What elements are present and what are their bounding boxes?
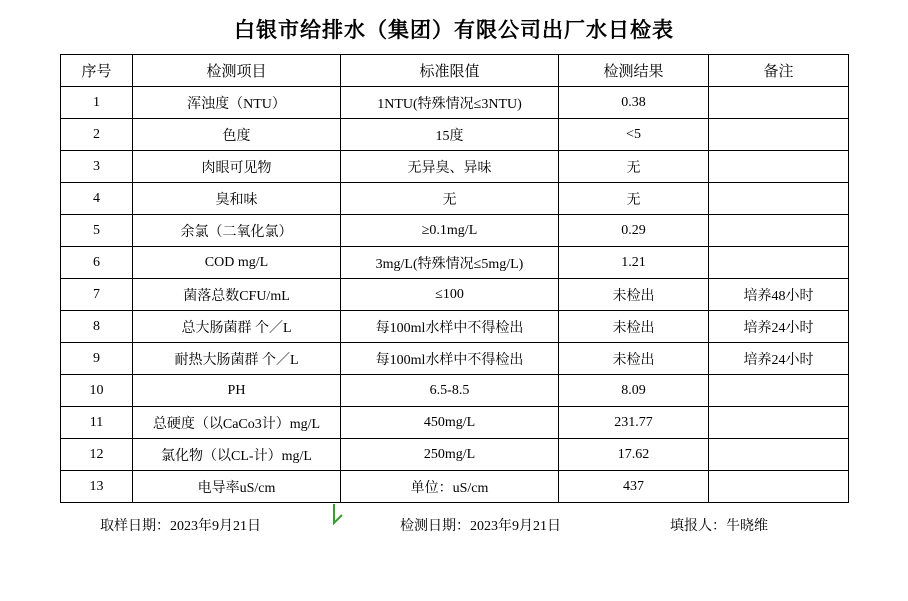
row-remark [709,407,849,439]
row-limit: ≤100 [341,279,559,311]
column-header-remark: 备注 [709,55,849,87]
row-limit: 单位：uS/cm [341,471,559,503]
page-title: 白银市给排水（集团）有限公司出厂水日检表 [234,18,674,42]
row-remark [709,87,849,119]
column-header-result: 检测结果 [559,55,709,87]
row-no: 4 [61,183,133,215]
row-result: 17.62 [559,439,709,471]
table-row [61,375,849,407]
row-limit: 450mg/L [341,407,559,439]
row-result: 437 [559,471,709,503]
row-result: <5 [559,119,709,151]
row-item: 色度 [133,119,341,151]
table-header-row [61,55,849,87]
row-remark [709,439,849,471]
table-row [61,119,849,151]
row-result: 无 [559,151,709,183]
row-limit: 无异臭、异味 [341,151,559,183]
row-limit: ≥0.1mg/L [341,215,559,247]
row-remark [709,215,849,247]
column-header-item: 检测项目 [133,55,341,87]
table-header [61,55,849,87]
row-result: 8.09 [559,375,709,407]
row-remark: 培养24小时 [709,343,849,375]
row-remark [709,119,849,151]
table-row [61,439,849,471]
row-no: 7 [61,279,133,311]
row-result: 未检出 [559,279,709,311]
row-no: 5 [61,215,133,247]
row-item: PH [133,375,341,407]
row-no: 11 [61,407,133,439]
row-item: 臭和味 [133,183,341,215]
table-row [61,343,849,375]
row-no: 1 [61,87,133,119]
row-item: 浑浊度（NTU） [133,87,341,119]
row-item: 肉眼可见物 [133,151,341,183]
row-result: 0.38 [559,87,709,119]
row-result: 1.21 [559,247,709,279]
row-item: 耐热大肠菌群 个／L [133,343,341,375]
row-remark [709,151,849,183]
row-item: COD mg/L [133,247,341,279]
row-remark [709,183,849,215]
table-row [61,311,849,343]
column-header-no: 序号 [61,55,133,87]
row-no: 8 [61,311,133,343]
row-limit: 无 [341,183,559,215]
footer [0,503,908,535]
row-remark: 培养24小时 [709,311,849,343]
row-no: 10 [61,375,133,407]
row-item: 总大肠菌群 个／L [133,311,341,343]
test-date: 检测日期：2023年9月21日 [400,519,561,534]
row-limit: 1NTU(特殊情况≤3NTU) [341,87,559,119]
table-body [61,87,849,503]
row-result: 未检出 [559,343,709,375]
row-no: 9 [61,343,133,375]
row-no: 3 [61,151,133,183]
row-limit: 250mg/L [341,439,559,471]
row-limit: 6.5-8.5 [341,375,559,407]
row-remark [709,375,849,407]
water-test-table [60,54,849,503]
table-row [61,87,849,119]
table-row [61,151,849,183]
row-remark [709,247,849,279]
table-row [61,215,849,247]
row-item: 菌落总数CFU/mL [133,279,341,311]
reporter-name: 填报人：牛晓维 [670,519,768,534]
row-no: 6 [61,247,133,279]
row-limit: 3mg/L(特殊情况≤5mg/L) [341,247,559,279]
table-row [61,279,849,311]
row-limit: 每100ml水样中不得检出 [341,343,559,375]
row-no: 13 [61,471,133,503]
row-result: 无 [559,183,709,215]
row-result: 未检出 [559,311,709,343]
row-limit: 15度 [341,119,559,151]
row-remark: 培养48小时 [709,279,849,311]
table-row [61,183,849,215]
row-item: 氯化物（以CL-计）mg/L [133,439,341,471]
table-container [0,54,908,503]
sample-date: 取样日期：2023年9月21日 [100,519,261,534]
row-result: 231.77 [559,407,709,439]
table-row [61,407,849,439]
table-row [61,471,849,503]
row-limit: 每100ml水样中不得检出 [341,311,559,343]
row-no: 2 [61,119,133,151]
row-item: 总硬度（以CaCo3计）mg/L [133,407,341,439]
row-no: 12 [61,439,133,471]
column-header-limit: 标准限值 [341,55,559,87]
row-item: 余氯（二氧化氯） [133,215,341,247]
row-item: 电导率uS/cm [133,471,341,503]
row-remark [709,471,849,503]
row-result: 0.29 [559,215,709,247]
table-row [61,247,849,279]
